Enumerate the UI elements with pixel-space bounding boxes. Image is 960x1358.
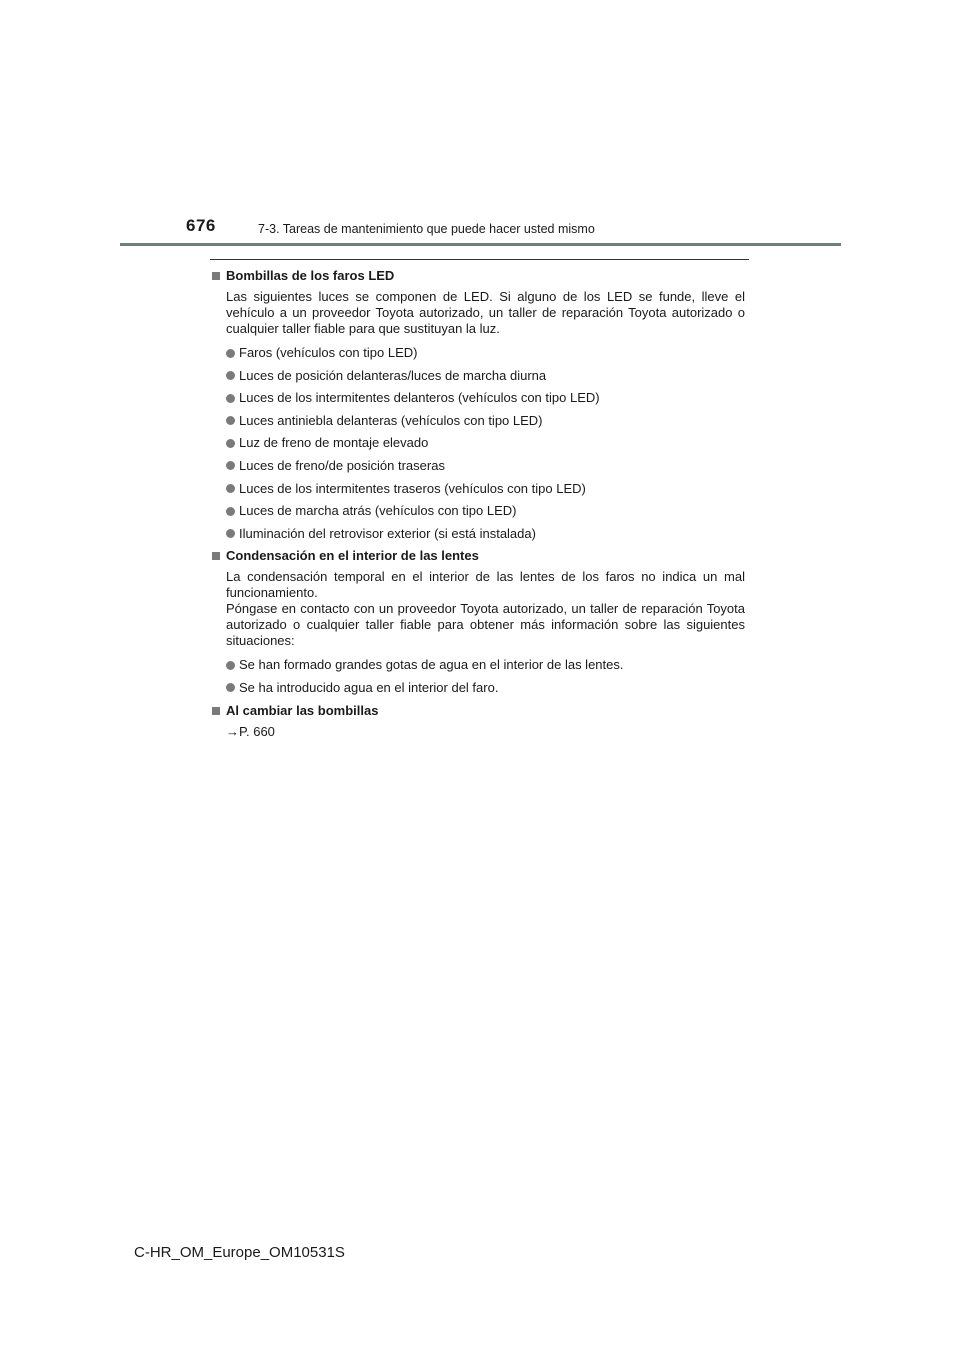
heading-text: Al cambiar las bombillas [226,702,379,718]
page-number: 676 [186,216,216,235]
circle-bullet-icon [226,461,235,470]
list-item [226,458,745,474]
section-heading [210,703,745,719]
header-divider [120,243,841,246]
list-item [226,345,745,361]
list-item [226,435,745,451]
square-bullet-icon [212,707,220,715]
list-item-text: Iluminación del retrovisor exterior (si está instalada) [239,525,536,541]
heading-text: Condensación en el interior de las lentes [226,548,479,564]
list-item-text: Luces de los intermitentes delanteros (vehículos con tipo LED) [239,390,600,406]
section-heading [210,548,745,564]
circle-bullet-icon [226,394,235,403]
square-bullet-icon [212,272,220,280]
section-title: 7-3. Tareas de mantenimiento que puede hacer usted mismo [258,222,595,236]
circle-bullet-icon [226,683,235,692]
footer-document-id: C-HR_OM_Europe_OM10531S [134,1244,345,1261]
section-heading [210,268,745,284]
list-item [226,680,745,696]
list-item-text: Luces antiniebla delanteras (vehículos con tipo LED) [239,412,543,428]
circle-bullet-icon [226,529,235,538]
list-item [226,390,745,406]
paragraph: Las siguientes luces se componen de LED. Si alguno de los LED se funde, lleve el vehículo a un proveedor Toyota autorizado, un taller de reparación Toyota autorizado o cualquier taller fiable para que sustituyan la luz. [226,289,745,336]
list-item-text: Se ha introducido agua en el interior del faro. [239,679,499,695]
list-item-text: Luces de posición delanteras/luces de marcha diurna [239,367,547,383]
square-bullet-icon [212,552,220,560]
paragraph: Póngase en contacto con un proveedor Toyota autorizado, un taller de reparación Toyota autorizado o cualquier taller fiable para obtener más información sobre las siguientes situaciones: [226,601,745,649]
content-divider [210,259,749,260]
list-item-text: Faros (vehículos con tipo LED) [239,345,418,360]
list-item [226,657,745,673]
circle-bullet-icon [226,371,235,380]
list-item [226,368,745,384]
paragraph: La condensación temporal en el interior de las lentes de los faros no indica un mal funcionamiento. [226,569,745,601]
list-item [226,413,745,429]
circle-bullet-icon [226,416,235,425]
list-item [226,503,745,519]
page-reference-link[interactable]: →P. 660 [226,723,275,739]
list-item-text: Luces de los intermitentes traseros (vehículos con tipo LED) [239,480,586,496]
list-item-text: Luces de freno/de posición traseras [239,457,445,473]
heading-text: Bombillas de los faros LED [226,268,395,283]
circle-bullet-icon [226,484,235,493]
list-item-text: Luz de freno de montaje elevado [239,435,429,451]
circle-bullet-icon [226,507,235,516]
list-item-text: Luces de marcha atrás (vehículos con tipo LED) [239,503,517,519]
list-item [226,526,745,542]
list-item [226,481,745,497]
circle-bullet-icon [226,349,235,358]
circle-bullet-icon [226,439,235,448]
page-content [210,268,745,740]
list-item-text: Se han formado grandes gotas de agua en el interior de las lentes. [239,657,624,673]
circle-bullet-icon [226,661,235,670]
